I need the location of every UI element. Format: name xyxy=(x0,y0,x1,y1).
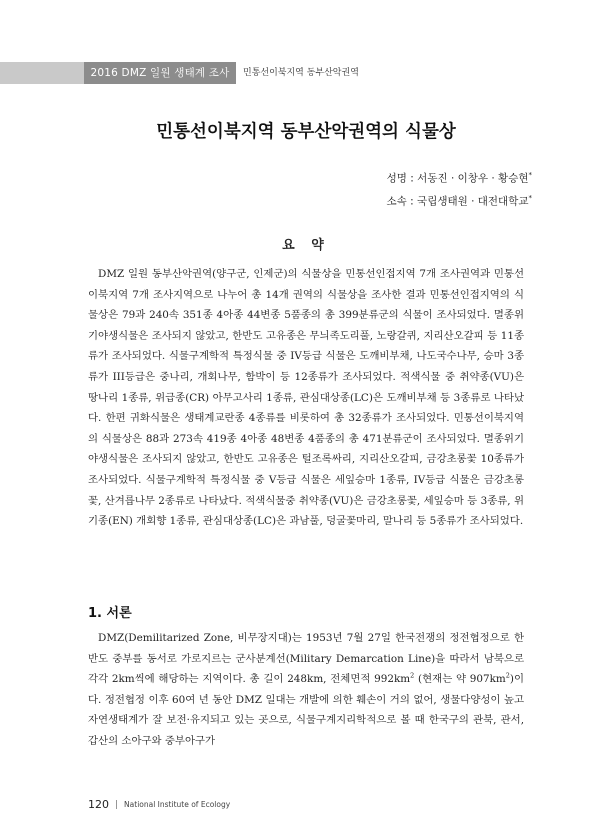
footer-divider: | xyxy=(115,799,119,810)
intro-text-part1: DMZ(Demilitarized Zone, 비무장지대)는 1953년 7월 27일 한국전쟁의 정전협정으로 한반도 중부를 동서로 가로지르는 군사분계선(Military Demarcation Line)을 따라서 남북으로 각각 2km씩에 해당하는 지역이다. 총 길이 248km, 전체면적 992km xyxy=(88,632,524,686)
intro-paragraph xyxy=(88,628,524,752)
page-footer xyxy=(88,798,230,811)
abstract-paragraph: DMZ 일원 동부산악권역(양구군, 인제군)의 식물상을 민통선인접지역 7개 조사권역과 민통선이북지역 7개 조사지역으로 나누어 총 14개 권역의 식물상을 조사한 결과 민통선인접지역의 식물상은 79과 240속 351종 4아종 44변종 5품종의 총 399분류군의 식물이 조사되었다. 멸종위기야생식물은 조사되지 않았고, 한반도 고유종은 무늬족도리풀, 노랑갈퀴, 지리산오갈피 등 11종류가 조사되었다. 식물구계학적 특정식물 중 IV등급 식물은 도깨비부채, 나도국수나무, 승마 3종류가 III등급은 중나리, 개회나무, 함박이 등 12종류가 조사되었다. 적색식물 중 취약종(VU)은 땅나리 1종류, 위급종(CR) 아무고사리 1종류, 관심대상종(LC)은 도깨비부채 등 3종류로 나타났다. 한편 귀화식물은 생태계교란종 4종류를 비롯하여 총 32종류가 조사되었다. 민통선이북지역의 식물상은 88과 273속 419종 4아종 48변종 4품종의 총 471분류군이 조사되었다. 멸종위기야생식물은 조사되지 않았고, 한반도 고유종은 털조록싸리, 지리산오갈피, 금강초롱꽃 10종류가 조사되었다. 식물구계학적 특정식물 중 V등급 식물은 세잎승마 1종류, IV등급 식물은 금강초롱꽃, 산겨릅나무 2종류로 나타났다. 적색식물중 취약종(VU)은 금강초롱꽃, 세잎승마 등 3종류, 위기종(EN) 개회향 1종류, 관심대상종(LC)은 과남풀, 덩굴꽃마리, 말나리 등 5종류가 조사되었다. xyxy=(88,268,524,528)
affiliation-line xyxy=(387,189,532,212)
paper-title: 민통선이북지역 동부산악권역의 식물상 xyxy=(156,122,456,142)
institute-name: National Institute of Ecology xyxy=(124,800,231,809)
intro-body xyxy=(88,628,524,752)
header-stub-bar xyxy=(0,62,84,84)
affiliation-label: 소속 : xyxy=(386,195,414,207)
author-names: 서동진 · 이창우 · 황승현 xyxy=(417,172,529,185)
header-section-label: 민통선이북지역 동부산악권역 xyxy=(243,68,359,78)
author-names-mark: * xyxy=(528,171,532,179)
header-series-label: 2016 DMZ 일원 생태계 조사 xyxy=(84,62,236,84)
section-heading: 1. 서론 xyxy=(88,606,132,621)
intro-sup2: 2 xyxy=(505,671,510,680)
author-block xyxy=(387,166,532,211)
abstract-heading: 요 약 xyxy=(282,238,330,253)
running-header xyxy=(0,62,612,84)
intro-sup1: 2 xyxy=(410,671,415,680)
affiliations: 국립생태원 · 대전대학교 xyxy=(417,195,529,207)
affiliation-mark: * xyxy=(528,193,532,202)
intro-text-part3: )이다. 정전협정 이후 60여 년 동안 DMZ 일대는 개발에 의한 훼손이 거의 없어, 생물다양성이 높고 자연생태계가 잘 보전·유지되고 있는 곳으로, 식물구계지리학적으로 볼 때 한국구의 관북, 관서, 갑산의 소아구와 중부아구가 xyxy=(88,673,525,747)
page-number: 120 xyxy=(88,798,109,811)
name-label: 성명 : xyxy=(386,172,414,185)
abstract-body xyxy=(88,264,524,532)
intro-text-part2: (현재는 약 907km xyxy=(414,673,506,686)
author-names-line xyxy=(387,166,532,189)
